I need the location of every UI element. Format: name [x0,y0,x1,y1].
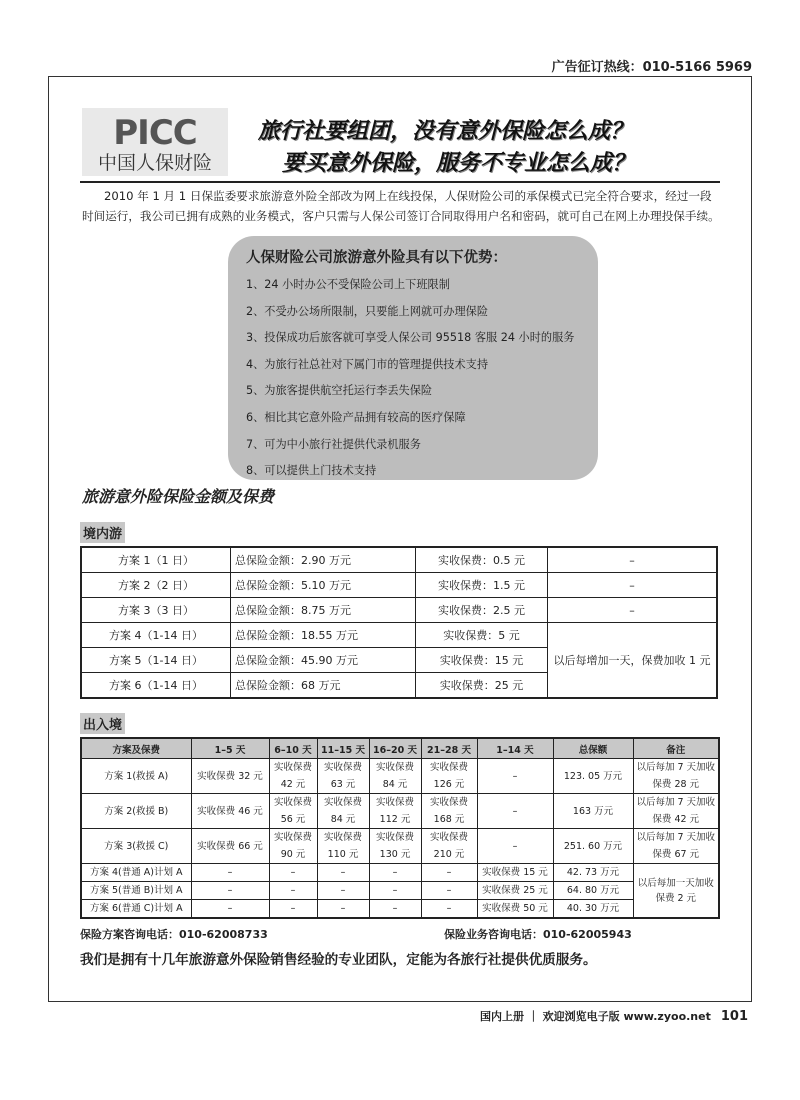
table-row [81,794,719,829]
table-cell: 实收保费 110 元 [317,829,369,864]
table-cell: – [191,882,269,900]
column-header: 1–5 天 [191,738,269,759]
table-cell: – [269,900,317,919]
list-item: 7、可为中小旅行社提供代录机服务 [246,437,421,451]
column-header: 备注 [633,738,719,759]
table-cell: 实收保费 25 元 [477,882,553,900]
table-cell: 总保险金额：18.55 万元 [231,623,416,648]
table-cell: 实收保费 130 元 [369,829,421,864]
column-header: 1–14 天 [477,738,553,759]
list-item: 3、投保成功后旅客就可享受人保公司 95518 客服 24 小时的服务 [246,331,575,345]
table-cell: 163 万元 [553,794,633,829]
table-cell: 总保险金额：8.75 万元 [231,598,416,623]
footer-text: 国内上册 ｜ 欢迎浏览电子版 www.zyoo.net [479,1010,711,1023]
table-cell: 实收保费 63 元 [317,759,369,794]
list-item: 8、可以提供上门技术支持 [246,464,377,478]
table-cell: 实收保费 32 元 [191,759,269,794]
table-cell: 40. 30 万元 [553,900,633,919]
list-item: 1、24 小时办公不受保险公司上下班限制 [246,278,450,291]
headline-line-2: 要买意外保险，服务不专业怎么成？ [282,150,635,176]
table-cell: 实收保费 210 元 [421,829,477,864]
headline-line-1: 旅行社要组团，没有意外保险怎么成？ [258,118,633,144]
table-row [81,573,717,598]
table-cell: 方案 1（1 日） [81,547,231,573]
table-cell: 方案 4(普通 A)计划 A [81,864,191,882]
business-consult-phone: 保险业务咨询电话：010-62005943 [444,928,632,941]
table-cell: – [421,882,477,900]
table-cell: – [477,759,553,794]
intro-paragraph: 2010 年 1 月 1 日保监委要求旅游意外险全部改为网上在线投保，人保财险公司的承保模式已完全符合要求，经过一段时间运行，我公司已拥有成熟的业务模式，客户只需与人保公司签订合同取得用户名和密码，就可自己在网上办理投保手续。 [82,189,720,223]
table-cell-merged-note: 以后每加一天加收保费 2 元 [633,864,719,919]
table-cell-merged-note: 以后每增加一天，保费加收 1 元 [548,623,718,699]
table-cell: 实收保费 126 元 [421,759,477,794]
table-cell: 以后每加 7 天加收保费 28 元 [633,759,719,794]
table-cell: – [421,864,477,882]
column-header: 总保额 [553,738,633,759]
table-cell: 实收保费 50 元 [477,900,553,919]
table-row [81,547,717,573]
plan-consult-phone: 保险方案咨询电话：010-62008733 [80,928,268,941]
logo-name: 中国人保财险 [97,152,212,174]
table-cell: 实收保费 46 元 [191,794,269,829]
table-cell: 实收保费 84 元 [317,794,369,829]
table-cell: 方案 2（2 日） [81,573,231,598]
table-cell: 实收保费 56 元 [269,794,317,829]
table-cell: – [191,864,269,882]
table-cell: 64. 80 万元 [553,882,633,900]
header-rule [80,181,720,183]
table-cell: 251. 60 万元 [553,829,633,864]
table-row [81,598,717,623]
table-cell: – [317,900,369,919]
table-cell: 以后每加 7 天加收保费 67 元 [633,829,719,864]
table-cell: – [369,882,421,900]
table-cell: 实收保费 112 元 [369,794,421,829]
table-cell: 方案 3（3 日） [81,598,231,623]
table-cell: – [191,900,269,919]
table-cell: 方案 1(救援 A) [81,759,191,794]
table-cell: – [477,829,553,864]
table-cell: 实收保费：0.5 元 [416,547,548,573]
table-cell: – [317,864,369,882]
table-cell: 实收保费 84 元 [369,759,421,794]
table-cell: – [317,882,369,900]
table-cell: 方案 6(普通 C)计划 A [81,900,191,919]
page-footer [480,1008,748,1024]
table-cell: – [548,598,718,623]
table-cell: 总保险金额：5.10 万元 [231,573,416,598]
table-cell: – [369,864,421,882]
table-row [81,623,717,648]
table-cell: 实收保费 168 元 [421,794,477,829]
table-cell: – [477,794,553,829]
table-cell: 以后每加 7 天加收保费 42 元 [633,794,719,829]
table-cell: 42. 73 万元 [553,864,633,882]
advantages-box [228,236,598,480]
column-header: 6–10 天 [269,738,317,759]
table-header-row [81,738,719,759]
ad-hotline: 广告征订热线：010-5166 5969 [551,60,752,75]
column-header: 21–28 天 [421,738,477,759]
table-cell: 实收保费：25 元 [416,673,548,699]
column-header: 方案及保费 [81,738,191,759]
table-cell: 实收保费 15 元 [477,864,553,882]
column-header: 16–20 天 [369,738,421,759]
table-cell: – [369,900,421,919]
table-cell: 实收保费：2.5 元 [416,598,548,623]
table-cell: – [269,864,317,882]
outbound-table [80,737,720,919]
table-row [81,882,719,900]
table-row [81,759,719,794]
page-number: 101 [720,1009,748,1024]
slogan: 我们是拥有十几年旅游意外保险销售经验的专业团队，定能为各旅行社提供优质服务。 [80,952,597,968]
table-cell: 总保险金额：68 万元 [231,673,416,699]
table-cell: 123. 05 万元 [553,759,633,794]
logo-mark: PICC [113,113,197,153]
table-cell: 实收保费：1.5 元 [416,573,548,598]
table-cell: 方案 4（1-14 日） [81,623,231,648]
table-row [81,900,719,919]
table-row [81,864,719,882]
table-cell: 实收保费 90 元 [269,829,317,864]
table-cell: – [421,900,477,919]
outbound-label: 出入境 [80,713,125,734]
list-item: 2、不受办公场所限制，只要能上网就可办理保险 [246,304,489,318]
table-row [81,829,719,864]
column-header: 11–15 天 [317,738,369,759]
table-cell: 总保险金额：45.90 万元 [231,648,416,673]
section-title: 旅游意外险保险金额及保费 [82,487,275,506]
list-item: 6、相比其它意外险产品拥有较高的医疗保障 [246,410,466,424]
list-item: 4、为旅行社总社对下属门市的管理提供技术支持 [246,357,489,371]
advantages-title: 人保财险公司旅游意外险具有以下优势： [246,250,507,266]
list-item: 5、为旅客提供航空托运行李丢失保险 [246,384,433,398]
table-cell: 方案 5(普通 B)计划 A [81,882,191,900]
table-cell: 实收保费 66 元 [191,829,269,864]
domestic-label: 境内游 [80,522,125,543]
table-cell: – [269,882,317,900]
domestic-table [80,546,718,699]
table-cell: 方案 6（1-14 日） [81,673,231,699]
table-cell: 方案 2(救援 B) [81,794,191,829]
table-cell: 实收保费：5 元 [416,623,548,648]
table-cell: 实收保费 42 元 [269,759,317,794]
table-cell: 实收保费：15 元 [416,648,548,673]
table-cell: 方案 3(救援 C) [81,829,191,864]
picc-logo [82,108,228,176]
table-cell: 总保险金额：2.90 万元 [231,547,416,573]
table-cell: 方案 5（1-14 日） [81,648,231,673]
table-cell: – [548,573,718,598]
advantages-list [246,272,574,485]
table-cell: – [548,547,718,573]
